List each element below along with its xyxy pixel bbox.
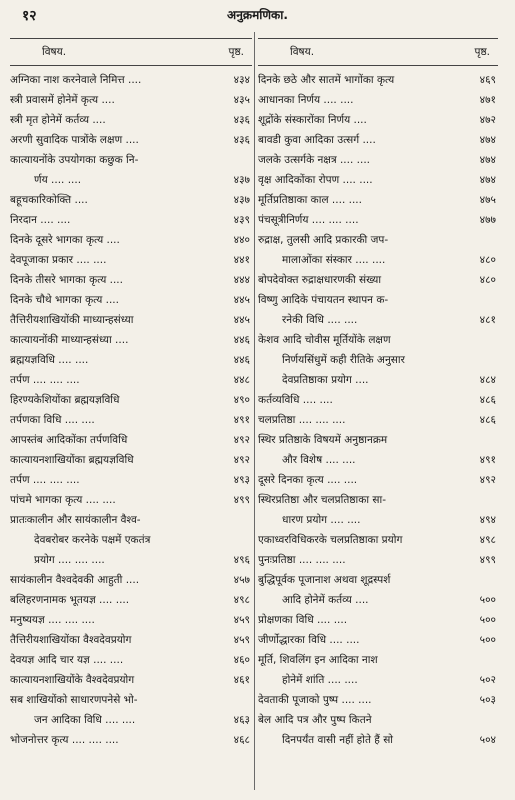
entry-text-line: चलप्रतिष्ठा .... .... .... xyxy=(258,414,346,426)
index-entry xyxy=(258,170,498,190)
index-entry xyxy=(10,190,252,210)
entry-page-number: ४७४ xyxy=(477,170,496,190)
index-entry xyxy=(10,690,252,730)
entry-page-number: ४३६ xyxy=(231,110,250,130)
entry-text-line: अरणी सुवादिक पात्रोंके लक्षण .... xyxy=(10,134,139,146)
header-rule xyxy=(258,65,498,66)
entry-page-number: ४३७ xyxy=(231,190,250,210)
entry-text-line: देवताकी पूजाको पुष्प .... .... xyxy=(258,694,372,706)
entry-text-line: सब शाखियोंको साधारणपनेसे भो- xyxy=(10,694,138,706)
entry-text-line: निर्णयसिंधुमें कही रीतिके अनुसार xyxy=(282,354,405,366)
index-entry xyxy=(258,630,498,650)
entry-text-line: सायंकालीन वैश्वदेवकी आहुती .... xyxy=(10,574,140,586)
entry-text-line: दिनके दूसरे भागका कृत्य .... xyxy=(10,234,120,246)
entry-text-line: धारण प्रयोग .... .... xyxy=(282,514,361,526)
index-entry xyxy=(10,670,252,690)
entry-page-number: ४८१ xyxy=(477,310,496,330)
index-entry xyxy=(10,450,252,470)
index-entry xyxy=(258,650,498,690)
index-entry xyxy=(258,210,498,230)
index-entry xyxy=(258,70,498,90)
entry-text-line: कात्यायनोंके उपयोगका कछुक नि- xyxy=(10,154,139,166)
entry-page-number: ४४५ xyxy=(231,290,250,310)
column-header xyxy=(258,44,498,62)
entry-page-number: ४९४ xyxy=(477,510,496,530)
entry-text-line: बेल आदि पत्र और पुष्प कितने xyxy=(258,714,372,726)
entry-page-number: ४३९ xyxy=(231,210,250,230)
entry-text-line: र्णय .... .... xyxy=(34,174,82,186)
entry-text-line: रनेकी विधि .... .... xyxy=(282,314,358,326)
entry-page-number: ४९६ xyxy=(231,550,250,570)
entry-page-number: ४८६ xyxy=(477,390,496,410)
entry-text-line: रुद्राक्ष, तुलसी आदि प्रकारकी जप- xyxy=(258,234,389,246)
entry-text-line: कात्यायनशाखियोंके वैश्वदेवप्रयोग xyxy=(10,674,135,686)
entry-page-number: ४४१ xyxy=(231,250,250,270)
entry-text-line: तर्पणका विधि .... .... xyxy=(10,414,95,426)
entry-text-line: बहूचकारिकोक्ति .... xyxy=(10,194,88,206)
entry-page-number: ४४४ xyxy=(231,270,250,290)
entry-text-line: वृक्ष आदिकोंका रोपण .... .... xyxy=(258,174,373,186)
entry-text-line: भोजनोत्तर कृत्य .... .... .... xyxy=(10,734,119,746)
index-entry xyxy=(258,610,498,630)
index-entry xyxy=(10,250,252,270)
entry-text-line: बोपदेवोक्त रुद्राक्षधारणकी संख्या xyxy=(258,274,382,286)
entry-text-line: पंचसूत्रीनिर्णय .... .... .... xyxy=(258,214,359,226)
entry-page-number: ४४६ xyxy=(231,350,250,370)
entry-page-number: ४७२ xyxy=(477,110,496,130)
entry-text-line: हिरण्यकेशियोंका ब्रह्मयज्ञविधि xyxy=(10,394,120,406)
entry-page-number: ४९८ xyxy=(477,530,496,550)
entry-text-line: अग्निका नाश करनेवाले निमित्त .... xyxy=(10,74,142,86)
index-entry xyxy=(258,490,498,530)
entry-page-number: ४५९ xyxy=(231,610,250,630)
index-entry xyxy=(10,570,252,590)
index-entry xyxy=(258,570,498,610)
entry-text-line: पुनःप्रतिष्ठा .... .... .... xyxy=(258,554,346,566)
entry-page-number: ४६१ xyxy=(231,670,250,690)
entry-text-line: कात्यायनोंकी माध्यान्हसंध्या .... xyxy=(10,334,129,346)
entry-page-number: ४४६ xyxy=(231,330,250,350)
index-entry xyxy=(258,550,498,570)
index-entry xyxy=(258,330,498,390)
top-rule xyxy=(258,38,498,39)
entry-page-number: ४७५ xyxy=(477,190,496,210)
entry-page-number: ५०३ xyxy=(477,690,496,710)
entry-text-line: स्त्री प्रवासमें होनेमें कृत्य .... xyxy=(10,94,115,106)
entry-text-line: दिनपर्यंत वासी नहीं होते हैं सो xyxy=(282,734,394,746)
index-entry xyxy=(10,370,252,390)
index-entry xyxy=(258,190,498,210)
index-entry xyxy=(258,230,498,270)
entry-page-number: ४३४ xyxy=(231,70,250,90)
entry-text-line: आदि होनेमें कर्तव्य .... xyxy=(282,594,369,606)
entry-text-line: निरदान .... .... xyxy=(10,214,71,226)
index-entry xyxy=(10,290,252,310)
entry-page-number: ४३६ xyxy=(231,130,250,150)
index-entry xyxy=(10,430,252,450)
entry-text-line: देवपूजाका प्रकार .... .... xyxy=(10,254,107,266)
entry-text-line: प्रोक्षणका विधि .... .... xyxy=(258,614,348,626)
index-entry xyxy=(10,390,252,410)
entry-page-number: ४९९ xyxy=(231,490,250,510)
entry-text-line: जलके उत्सर्गके नक्षत्र .... .... xyxy=(258,154,371,166)
entry-page-number: ४९२ xyxy=(477,470,496,490)
index-entry xyxy=(258,90,498,110)
index-entry xyxy=(10,110,252,130)
entry-page-number: ४६३ xyxy=(231,710,250,730)
top-rule xyxy=(10,38,252,39)
entry-text-line: दिनके छठे और सातमें भागोंका कृत्य xyxy=(258,74,395,86)
entry-text-line: देवयज्ञ आदि चार यज्ञ .... .... xyxy=(10,654,124,666)
entry-page-number: ४४५ xyxy=(231,310,250,330)
page-heading: पृष्ठ. xyxy=(228,46,244,58)
entry-text-line: कर्तव्यविधि .... .... xyxy=(258,394,333,406)
entry-page-number: ४४० xyxy=(231,230,250,250)
index-entry xyxy=(10,150,252,190)
entry-text-line: देवप्रतिष्ठाका प्रयोग .... xyxy=(282,374,369,386)
index-entry xyxy=(10,130,252,150)
entries-list xyxy=(10,70,252,750)
entry-text-line: होनेमें शांति .... .... xyxy=(282,674,358,686)
subject-heading: विषय. xyxy=(290,46,315,58)
entry-page-number: ४६० xyxy=(231,650,250,670)
entry-text-line: बावडी कुवा आदिका उत्सर्ग .... xyxy=(258,134,376,146)
entry-text-line: देवबरोबर करनेके पक्षमें एकतंत्र xyxy=(34,534,151,546)
index-entry xyxy=(10,590,252,610)
index-entry xyxy=(258,470,498,490)
index-entry xyxy=(258,530,498,550)
entry-text-line: प्रयोग .... .... .... xyxy=(34,554,105,566)
entry-page-number: ४९३ xyxy=(231,470,250,490)
entry-page-number: ४८० xyxy=(477,270,496,290)
entry-text-line: और विशेष .... .... xyxy=(282,454,356,466)
index-entry xyxy=(258,150,498,170)
entry-text-line: दूसरे दिनका कृत्य .... .... xyxy=(258,474,358,486)
entry-page-number: ४७१ xyxy=(477,90,496,110)
entry-text-line: तर्पण .... .... .... xyxy=(10,374,80,386)
entry-page-number: ५०० xyxy=(477,590,496,610)
entry-page-number: ४४८ xyxy=(231,370,250,390)
index-entry xyxy=(258,390,498,410)
entry-text-line: मालाओंका संस्कार .... .... xyxy=(282,254,386,266)
index-entry xyxy=(10,410,252,430)
index-entry xyxy=(258,710,498,750)
entry-text-line: मूर्तिप्रतिष्ठाका काल .... .... xyxy=(258,194,362,206)
index-entry xyxy=(10,230,252,250)
index-entry xyxy=(10,70,252,90)
subject-heading: विषय. xyxy=(42,46,67,58)
index-entry xyxy=(258,690,498,710)
entry-page-number: ४८४ xyxy=(477,370,496,390)
entry-text-line: आपस्तंब आदिकोंका तर्पणविधि xyxy=(10,434,128,446)
entry-text-line: विष्णु आदिके पंचायतन स्थापन क- xyxy=(258,294,389,306)
entry-text-line: बुद्धिपूर्वक पूजानाश अथवा शूद्रस्पर्श xyxy=(258,574,391,586)
entry-text-line: स्त्री मृत होनेमें कर्तव्य .... xyxy=(10,114,106,126)
entry-page-number: ४९१ xyxy=(231,410,250,430)
entry-page-number: ५०० xyxy=(477,630,496,650)
entry-text-line: मनुष्ययज्ञ .... .... .... xyxy=(10,614,95,626)
index-entry xyxy=(10,470,252,490)
entry-text-line: पांचमे भागका कृत्य .... .... xyxy=(10,494,116,506)
entries-list xyxy=(258,70,498,750)
index-entry xyxy=(10,730,252,750)
entry-page-number: ४८० xyxy=(477,250,496,270)
entry-text-line: ब्रह्मयज्ञविधि .... .... xyxy=(10,354,89,366)
index-entry xyxy=(258,430,498,470)
entry-page-number: ५०४ xyxy=(477,730,496,750)
index-entry xyxy=(10,270,252,290)
entry-text-line: स्थिरप्रतिष्ठा और चलप्रतिष्ठाका सा- xyxy=(258,494,386,506)
entry-text-line: कात्यायनशाखियोंका ब्रह्मयज्ञविधि xyxy=(10,454,134,466)
entry-page-number: ४९८ xyxy=(231,590,250,610)
index-entry xyxy=(10,350,252,370)
entry-text-line: दिनके चौथे भागका कृत्य .... xyxy=(10,294,119,306)
index-entry xyxy=(10,630,252,650)
entry-text-line: तैत्तिरीयशाखियोंकी माध्यान्हसंध्या xyxy=(10,314,134,326)
entry-page-number: ४७४ xyxy=(477,130,496,150)
index-entry xyxy=(10,510,252,570)
index-entry xyxy=(258,410,498,430)
entry-page-number: ४७४ xyxy=(477,150,496,170)
entry-text-line: स्थिर प्रतिष्ठाके विषयमें अनुष्ठानक्रम xyxy=(258,434,388,446)
index-entry xyxy=(10,650,252,670)
index-entry xyxy=(10,490,252,510)
entry-page-number: ४५९ xyxy=(231,630,250,650)
index-entry xyxy=(10,330,252,350)
index-entry xyxy=(258,130,498,150)
entry-page-number: ४९० xyxy=(231,390,250,410)
entry-text-line: मूर्ति, शिवलिंग इन आदिका नाश xyxy=(258,654,378,666)
entry-text-line: केशव आदि चोवीस मूर्तियोंके लक्षण xyxy=(258,334,391,346)
entry-page-number: ४८६ xyxy=(477,410,496,430)
page-heading: पृष्ठ. xyxy=(474,46,490,58)
page-title: अनुक्रमणिका. xyxy=(227,8,288,22)
column-divider xyxy=(254,32,255,790)
entry-text-line: एकाध्वरविधिकरके चलप्रतिष्ठाका प्रयोग xyxy=(258,534,403,546)
entry-text-line: दिनके तीसरे भागका कृत्य .... xyxy=(10,274,123,286)
entry-text-line: शूद्रोंके संस्कारोंका निर्णय .... xyxy=(258,114,367,126)
entry-page-number: ४६९ xyxy=(477,70,496,90)
column-header xyxy=(10,44,252,62)
entry-text-line: जीर्णोद्धारका विधि .... .... xyxy=(258,634,360,646)
entry-text-line: आधानका निर्णय .... .... xyxy=(258,94,354,106)
entry-page-number: ४६८ xyxy=(231,730,250,750)
entry-page-number: ४५७ xyxy=(231,570,250,590)
entry-text-line: जन आदिका विधि .... .... xyxy=(34,714,136,726)
index-entry xyxy=(10,310,252,330)
index-entry xyxy=(258,290,498,330)
entry-page-number: ४९९ xyxy=(477,550,496,570)
index-entry xyxy=(258,270,498,290)
entry-text-line: तर्पण .... .... .... xyxy=(10,474,80,486)
header-rule xyxy=(10,65,252,66)
entry-text-line: प्रातःकालीन और सायंकालीन वैश्व- xyxy=(10,514,141,526)
entry-page-number: ४९२ xyxy=(231,430,250,450)
entry-page-number: ४७७ xyxy=(477,210,496,230)
entry-page-number: ४३५ xyxy=(231,90,250,110)
entry-page-number: ४३७ xyxy=(231,170,250,190)
entry-text-line: बलिहरणनामक भूतयज्ञ .... .... xyxy=(10,594,130,606)
index-entry xyxy=(258,110,498,130)
index-entry xyxy=(10,90,252,110)
index-entry xyxy=(10,210,252,230)
page-header xyxy=(0,0,515,26)
entry-page-number: ४९२ xyxy=(231,450,250,470)
page-number: १२ xyxy=(22,8,37,24)
entry-text-line: तैत्तिरीयशाखियोंका वैश्वदेवप्रयोग xyxy=(10,634,132,646)
entry-page-number: ४९१ xyxy=(477,450,496,470)
entry-page-number: ५०० xyxy=(477,610,496,630)
index-entry xyxy=(10,610,252,630)
entry-page-number: ५०२ xyxy=(477,670,496,690)
